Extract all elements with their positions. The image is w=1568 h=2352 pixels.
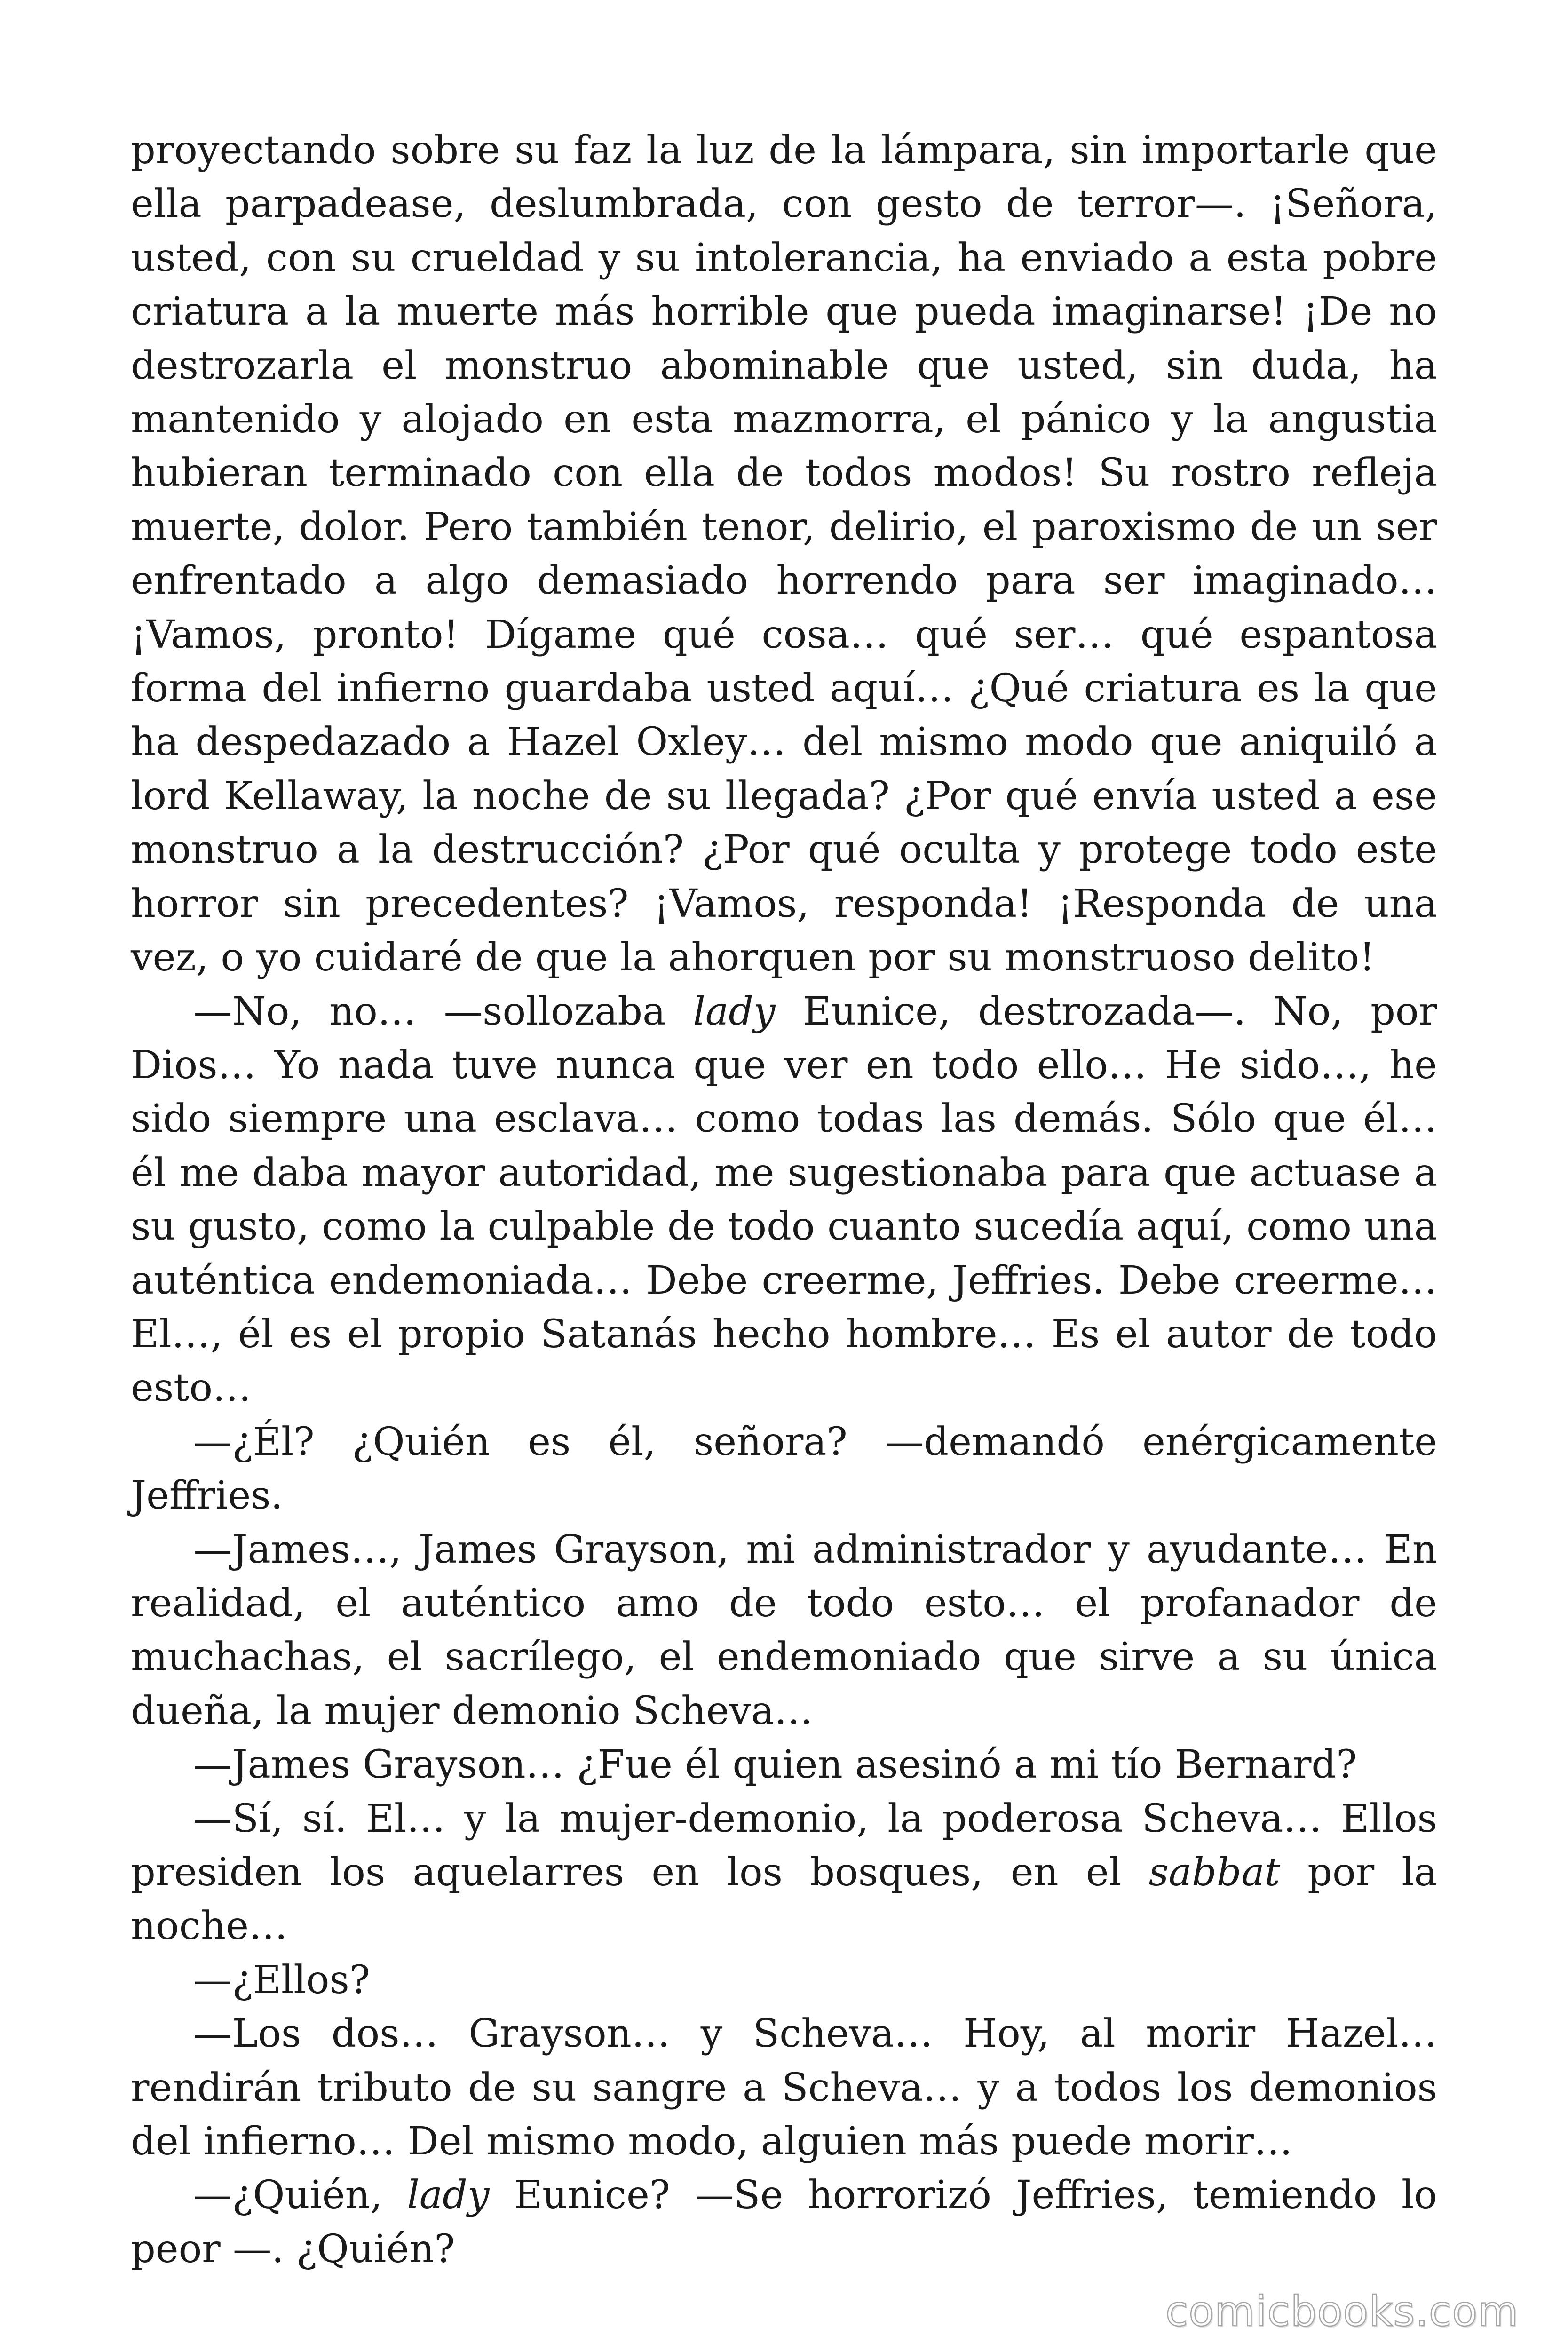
text-run: —No, no… —sollozaba <box>193 988 693 1034</box>
book-page-text <box>131 123 1437 2276</box>
paragraph <box>131 1953 1437 2007</box>
text-run: por la noche… <box>131 1850 1437 1949</box>
text-run: Eunice, destrozada—. No, por Dios… Yo nada tuve nunca que ver en todo ello… He sido…, he sido siempre una esclava… como todas las demás. Sólo que él… él me daba mayor autoridad, me sugestionaba para que actuase a su gusto, como la culpable de todo cuanto sucedía aquí, como una auténtica endemoniada… Debe creerme, Jeffries. Debe creerme… El…, él es el propio Satanás hecho hombre… Es el autor de todo esto… <box>131 988 1437 1411</box>
paragraph <box>131 1523 1437 1738</box>
text-run: Eunice? —Se horrorizó Jeffries, temiendo lo peor —. ¿Quién? <box>131 2172 1437 2272</box>
text-run: —¿Quién, <box>193 2172 407 2218</box>
watermark-text: comicbooks.com <box>1165 2287 1519 2336</box>
paragraph <box>131 1415 1437 1523</box>
paragraph <box>131 985 1437 1415</box>
paragraph <box>131 2007 1437 2168</box>
text-run: —Los dos… Grayson… y Scheva… Hoy, al morir Hazel… rendirán tributo de su sangre a Scheva… y a todos los demonios del infierno… Del mismo modo, alguien más puede morir… <box>131 2011 1437 2164</box>
italic-run: sabbat <box>1148 1850 1280 1895</box>
text-run: —James Grayson… ¿Fue él quien asesinó a mi tío Bernard? <box>193 1742 1357 1788</box>
paragraph <box>131 123 1437 985</box>
text-run: proyectando sobre su faz la luz de la lámpara, sin importarle que ella parpadease, deslumbrada, con gesto de terror—. ¡Señora, usted, con su crueldad y su intolerancia, ha enviado a esta pobre criatura a la muerte más horrible que pueda imaginarse! ¡De no destrozarla el monstruo abominable que usted, sin duda, ha mantenido y alojado en esta mazmorra, el pánico y la angustia hubieran terminado con ella de todos modos! Su rostro refleja muerte, dolor. Pero también tenor, delirio, el paroxismo de un ser enfrentado a algo demasiado horrendo para ser imaginado… ¡Vamos, pronto! Dígame qué cosa… qué ser… qué espantosa forma del infierno guardaba usted aquí… ¿Qué criatura es la que ha despedazado a Hazel Oxley… del mismo modo que aniquiló a lord Kellaway, la noche de su llegada? ¿Por qué envía usted a ese monstruo a la destrucción? ¿Por qué oculta y protege todo este horror sin precedentes? ¡Vamos, responda! ¡Responda de una vez, o yo cuidaré de que la ahorquen por su monstruoso delito! <box>131 127 1437 980</box>
text-run: —¿Ellos? <box>193 1957 370 2002</box>
italic-run: lady <box>693 988 776 1034</box>
text-run: —Sí, sí. El… y la mujer-demonio, la poderosa Scheva… Ellos presiden los aquelarres en los bosques, en el <box>131 1796 1437 1895</box>
text-run: —James…, James Grayson, mi administrador y ayudante… En realidad, el auténtico amo de todo esto… el profanador de muchachas, el sacrílego, el endemoniado que sirve a su única dueña, la mujer demonio Scheva… <box>131 1526 1437 1733</box>
paragraph <box>131 2168 1437 2276</box>
italic-run: lady <box>407 2172 490 2218</box>
paragraph <box>131 1738 1437 1791</box>
paragraph <box>131 1792 1437 1953</box>
text-run: —¿Él? ¿Quién es él, señora? —demandó enérgicamente Jeffries. <box>131 1419 1437 1518</box>
